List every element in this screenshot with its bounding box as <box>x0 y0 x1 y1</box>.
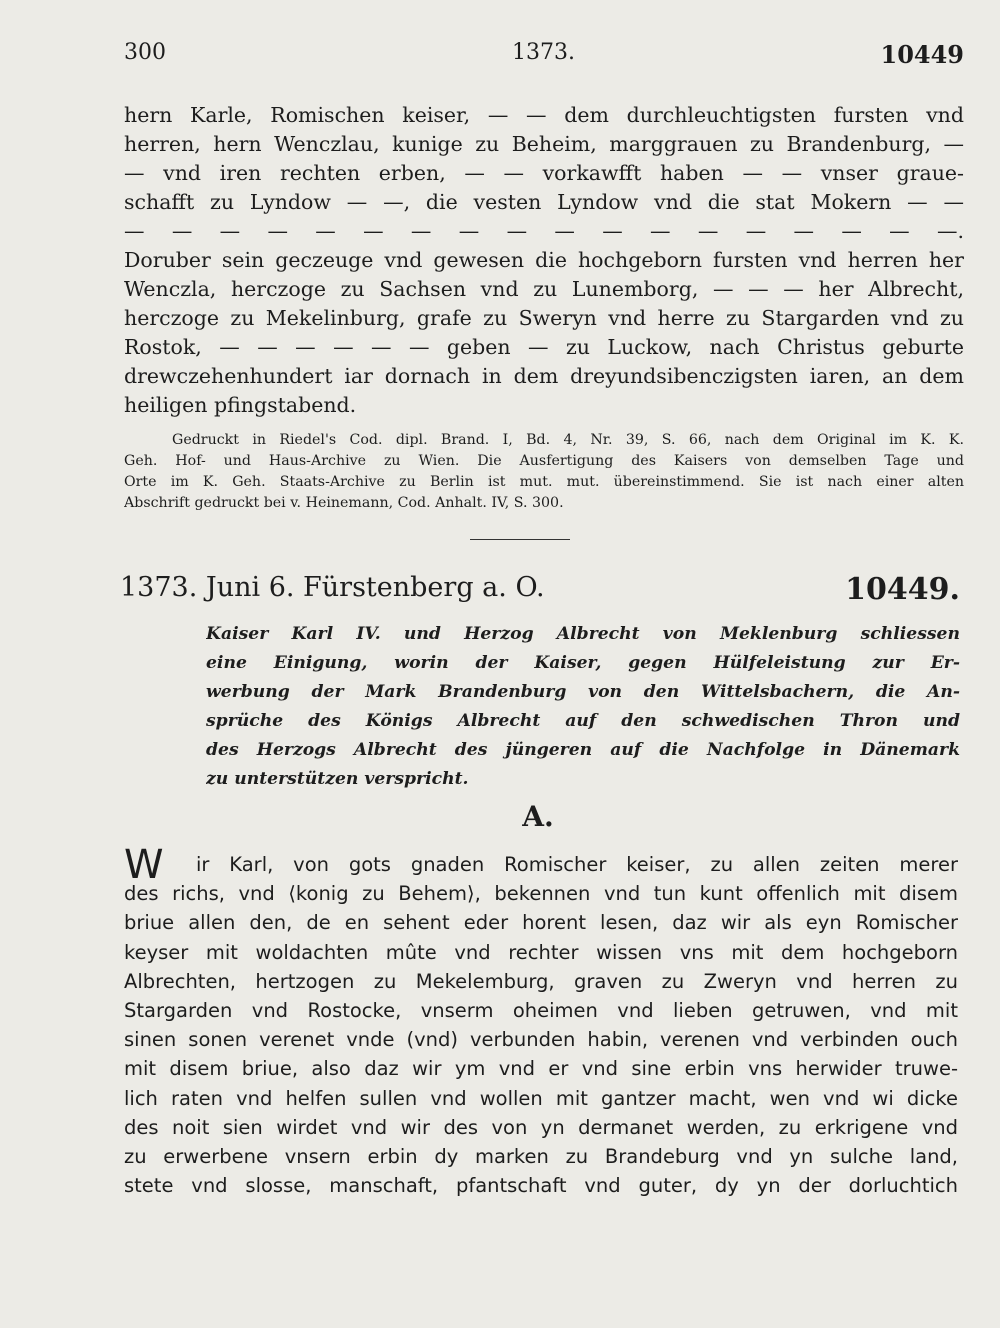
entry-heading <box>120 572 960 616</box>
charter-text <box>124 842 958 1200</box>
regest-line: sprüche des Königs Albrecht auf den schwedischen Thron und <box>206 711 960 731</box>
print-note <box>124 430 964 514</box>
charter-line: keyser mit woldachten mûte vnd rechter wissen vns mit dem hochgeborn <box>124 940 958 964</box>
header-document-number: 10449 <box>880 40 964 69</box>
text-line: Rostok, — — — — — — geben — zu Luckow, nach Christus geburte <box>124 335 964 359</box>
charter-line: lich raten vnd helfen sullen vnd wollen mit gantzer macht, wen vnd wi dicke <box>124 1086 958 1110</box>
charter-line: mit disem briue, also daz wir ym vnd er vnd sine erbin vns herwider truwe- <box>124 1057 958 1081</box>
regest-summary <box>206 620 960 794</box>
separator-rule <box>470 539 570 540</box>
charter-line: stete vnd slosse, manschaft, pfantschaft vnd guter, dy yn der dorluchtich <box>124 1174 958 1198</box>
section-label <box>0 800 1000 833</box>
text-line: hern Karle, Romischen keiser, — — dem durchleuchtigsten fursten vnd <box>124 103 964 127</box>
page-header <box>124 40 964 76</box>
note-line: Gedruckt in Riedel's Cod. dipl. Brand. I, Bd. 4, Nr. 39, S. 66, nach dem Original im K. K. <box>172 432 964 448</box>
regest-line: Kaiser Karl IV. und Herzog Albrecht von Meklenburg schliessen <box>206 624 960 644</box>
charter-line: briue allen den, de en sehent eder horent lesen, daz wir als eyn Romischer <box>124 911 958 935</box>
entry-date-place: 1373. Juni 6. Fürstenberg a. O. <box>120 572 545 603</box>
charter-line: zu erwerbene vnsern erbin dy marken zu Brandeburg vnd yn sulche land, <box>124 1144 958 1168</box>
regest-line: werbung der Mark Brandenburg von den Wittelsbachern, die An- <box>206 682 960 702</box>
text-line: Wenczla, herczoge zu Sachsen vnd zu Lunemborg, — — — her Albrecht, <box>124 277 964 301</box>
charter-line: des richs, vnd ⟨konig zu Behem⟩, bekennen vnd tun kunt offenlich mit disem <box>124 882 958 906</box>
charter-line: Stargarden vnd Rostocke, vnserm oheimen vnd lieben getruwen, vnd mit <box>124 998 958 1022</box>
page-number: 300 <box>124 40 166 65</box>
entry-number: 10449. <box>845 572 960 607</box>
regest-line: eine Einigung, worin der Kaiser, gegen Hülfeleistung zur Er- <box>206 653 960 673</box>
text-line: schafft zu Lyndow — —, die vesten Lyndow vnd die stat Mokern — — <box>124 190 964 214</box>
charter-line: des noit sien wirdet vnd wir des von yn dermanet werden, zu erkrigene vnd <box>124 1115 958 1139</box>
text-line: herren, hern Wenczlau, kunige zu Beheim, marggrauen zu Brandenburg, — <box>124 132 964 156</box>
regest-line: zu unterstützen verspricht. <box>206 769 469 789</box>
text-line: — — — — — — — — — — — — — — — — — —. <box>124 219 964 243</box>
continued-text <box>124 101 964 420</box>
note-line: Abschrift gedruckt bei v. Heinemann, Cod. Anhalt. IV, S. 300. <box>124 495 564 511</box>
text-line: — vnd iren rechten erben, — — vorkawfft haben — — vnser graue- <box>124 161 964 185</box>
charter-line: ir Karl, von gots gnaden Romischer keiser, zu allen zeiten merer <box>196 853 958 876</box>
regest-line: des Herzogs Albrecht des jüngeren auf die Nachfolge in Dänemark <box>206 740 960 760</box>
drop-cap: W <box>124 842 164 888</box>
note-line: Orte im K. Geh. Staats-Archive zu Berlin ist mut. mut. übereinstimmend. Sie ist nach einer alten <box>124 474 964 490</box>
header-year: 1373. <box>512 40 575 65</box>
note-line: Geh. Hof- und Haus-Archive zu Wien. Die Ausfertigung des Kaisers von demselben Tage und <box>124 453 964 469</box>
text-line: herczoge zu Mekelinburg, grafe zu Sweryn vnd herre zu Stargarden vnd zu <box>124 306 964 330</box>
charter-line: sinen sonen verenet vnde (vnd) verbunden habin, verenen vnd verbinden ouch <box>124 1028 958 1052</box>
section-letter: A. <box>522 800 554 833</box>
text-line: drewczehenhundert iar dornach in dem dreyundsibenczigsten iaren, an dem <box>124 364 964 388</box>
text-line: heiligen pfingstabend. <box>124 393 357 417</box>
text-line: Doruber sein geczeuge vnd gewesen die hochgeborn fursten vnd herren her <box>124 248 964 272</box>
charter-line: Albrechten, hertzogen zu Mekelemburg, graven zu Zweryn vnd herren zu <box>124 969 958 993</box>
